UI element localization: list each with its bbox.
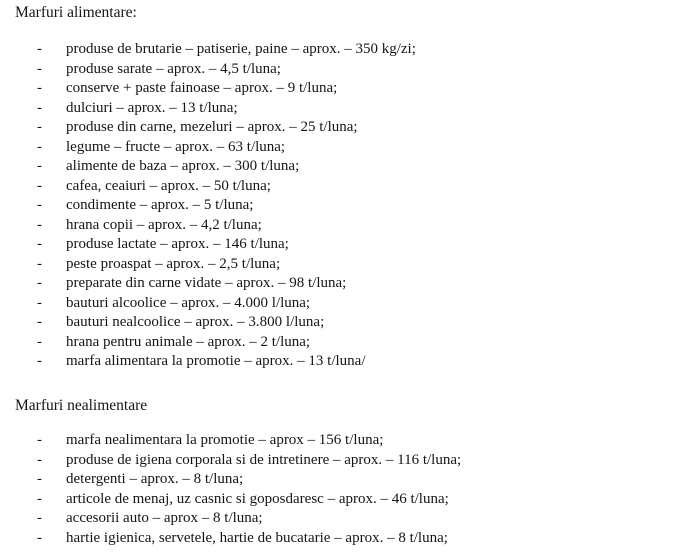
bullet-dash: - xyxy=(37,236,42,252)
bullet-dash: - xyxy=(37,216,42,233)
list-item-text: cafea, ceaiuri – aprox. – 50 t/luna; xyxy=(66,177,271,194)
list-item-text: preparate din carne vidate – aprox. – 98 t/luna; xyxy=(66,275,347,291)
bullet-dash: - xyxy=(37,255,42,272)
bullet-dash: - xyxy=(37,353,42,369)
list-item-text: detergenti – aprox. – 8 t/luna; xyxy=(66,471,244,487)
bullet-dash: - xyxy=(37,99,42,116)
list-item-text: bauturi nealcoolice – aprox. – 3.800 l/luna; xyxy=(66,314,325,330)
bullet-dash: - xyxy=(37,138,42,155)
list-item-text: produse lactate – aprox. – 146 t/luna; xyxy=(66,236,289,252)
bullet-dash: - xyxy=(37,294,42,311)
list-item-text: hartie igienica, servetele, hartie de bucatarie – aprox. – 8 t/luna; xyxy=(66,529,448,546)
list-item-text: hrana pentru animale – aprox. – 2 t/luna; xyxy=(66,333,311,350)
bullet-dash: - xyxy=(37,80,42,96)
bullet-dash: - xyxy=(37,529,42,546)
bullet-dash: - xyxy=(37,314,42,330)
list-item-text: bauturi alcoolice – aprox. – 4.000 l/luna; xyxy=(66,294,311,311)
list-item-text: peste proaspat – aprox. – 2,5 t/luna; xyxy=(66,255,281,272)
bullet-dash: - xyxy=(37,451,42,468)
section-heading-non-food: Marfuri nealimentare xyxy=(15,397,148,414)
list-item-text: produse de igiena corporala si de intretinere – aprox. – 116 t/luna; xyxy=(66,451,462,468)
list-item-text: dulciuri – aprox. – 13 t/luna; xyxy=(66,99,238,116)
bullet-dash: - xyxy=(37,158,42,174)
bullet-dash: - xyxy=(37,275,42,291)
list-item-text: marfa nealimentara la promotie – aprox – 156 t/luna; xyxy=(66,432,384,448)
bullet-dash: - xyxy=(37,432,42,448)
bullet-dash: - xyxy=(37,41,42,57)
list-item-text: hrana copii – aprox. – 4,2 t/luna; xyxy=(66,216,262,233)
bullet-dash: - xyxy=(37,60,42,77)
bullet-dash: - xyxy=(37,333,42,350)
list-item-text: alimente de baza – aprox. – 300 t/luna; xyxy=(66,158,300,174)
list-item-text: conserve + paste fainoase – aprox. – 9 t/luna; xyxy=(66,80,338,96)
bullet-dash: - xyxy=(37,490,42,507)
list-item-text: legume – fructe – aprox. – 63 t/luna; xyxy=(66,138,286,155)
bullet-dash: - xyxy=(37,197,42,213)
section-heading-food: Marfuri alimentare: xyxy=(15,4,137,21)
bullet-dash: - xyxy=(37,177,42,194)
bullet-dash: - xyxy=(37,471,42,487)
bullet-dash: - xyxy=(37,510,42,526)
list-item-text: accesorii auto – aprox – 8 t/luna; xyxy=(66,510,263,526)
list-item-text: articole de menaj, uz casnic si goposdaresc – aprox. – 46 t/luna; xyxy=(66,490,449,507)
list-item-text: produse de brutarie – patiserie, paine – aprox. – 350 kg/zi; xyxy=(66,41,416,57)
bullet-dash: - xyxy=(37,119,42,135)
list-item-text: marfa alimentara la promotie – aprox. – 13 t/luna/ xyxy=(66,353,366,369)
list-item-text: condimente – aprox. – 5 t/luna; xyxy=(66,197,254,213)
list-item-text: produse sarate – aprox. – 4,5 t/luna; xyxy=(66,60,281,77)
list-item-text: produse din carne, mezeluri – aprox. – 25 t/luna; xyxy=(66,119,358,135)
